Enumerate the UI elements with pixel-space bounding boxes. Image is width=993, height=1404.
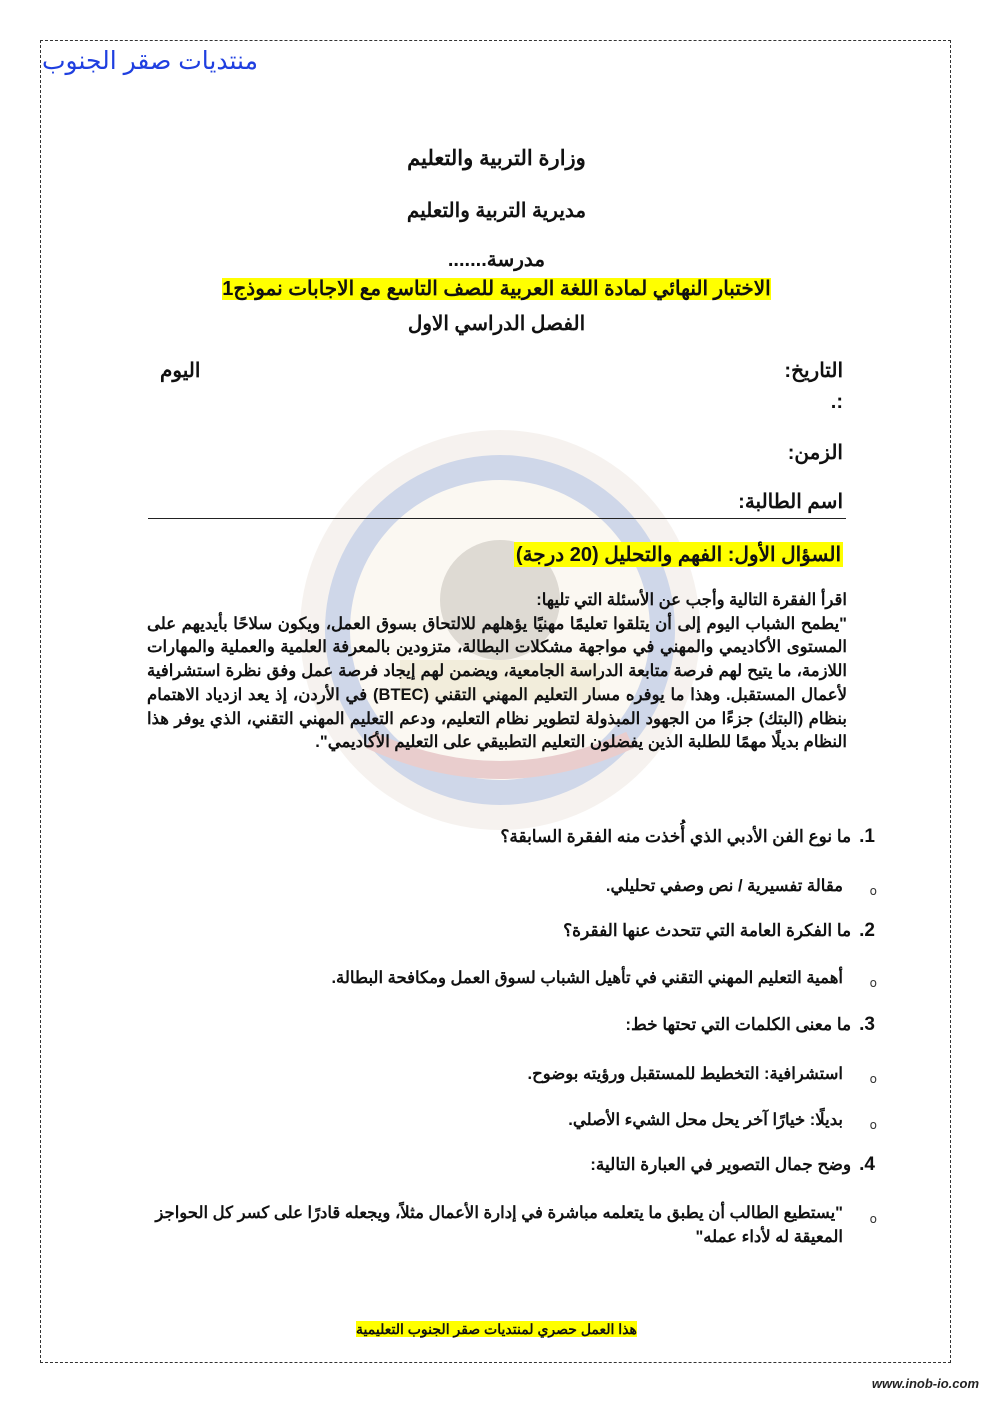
question-number: 2. [859, 920, 875, 941]
question-3 [625, 1014, 875, 1036]
exam-title-wrapper [0, 276, 993, 301]
bullet-icon: o [869, 1118, 877, 1132]
bullet-icon: o [869, 1212, 877, 1226]
passage-instruction: اقرأ الفقرة التالية وأجب عن الأسئلة التي تليها: [536, 591, 847, 609]
question-number: 3. [859, 1014, 875, 1035]
ministry-title: وزارة التربية والتعليم [407, 147, 586, 170]
question-1 [500, 826, 875, 848]
directorate-title: مديرية التربية والتعليم [406, 200, 587, 222]
question-text: ما نوع الفن الأدبي الذي أُخذت منه الفقرة السابقة؟ [500, 827, 852, 846]
answer-2: أهمية التعليم المهني التقني في تأهيل الشباب لسوق العمل ومكافحة البطالة. [331, 969, 843, 987]
student-name-label: اسم الطالبة: [738, 491, 843, 513]
question-text: وضح جمال التصوير في العبارة التالية: [590, 1155, 852, 1174]
answer-3b: بديلًا: خيارًا آخر يحل محل الشيء الأصلي. [568, 1111, 843, 1129]
date-colon: :. [830, 391, 843, 413]
school-name: مدرسة....... [447, 249, 546, 271]
question-4 [590, 1154, 875, 1176]
forum-name-header: منتديات صقر الجنوب [42, 47, 258, 75]
question1-title: السؤال الأول: الفهم والتحليل (20 درجة) [515, 544, 841, 566]
bullet-icon: o [869, 976, 877, 990]
question-2 [563, 920, 875, 942]
bullet-icon: o [869, 1072, 877, 1086]
date-label: التاريخ: [784, 360, 843, 382]
answer-4: "يستطيع الطالب أن يطبق ما يتعلمه مباشرة في إدارة الأعمال مثلاً، ويجعله قادرًا على كسر كل الحواجز المعيقة له لأداء عمله" [155, 1204, 843, 1246]
exam-title: الاختبار النهائي لمادة اللغة العربية للصف التاسع مع الاجابات نموذج1 [222, 278, 771, 300]
footer-wrapper [0, 1321, 993, 1338]
semester-title: الفصل الدراسي الاول [407, 313, 586, 335]
header-divider [148, 518, 846, 519]
question-text: ما معنى الكلمات التي تحتها خط: [625, 1015, 852, 1034]
reading-passage [147, 589, 847, 755]
question-number: 4. [859, 1154, 875, 1175]
question-number: 1. [859, 826, 875, 847]
footer-exclusive-note: هذا العمل حصري لمنتديات صقر الجنوب التعليمية [356, 1321, 637, 1337]
day-label: اليوم [160, 360, 201, 382]
time-label: الزمن: [787, 442, 843, 464]
passage-text: "يطمح الشباب اليوم إلى أن يتلقوا تعليمًا مهنيًا يؤهلهم للالتحاق بسوق العمل، ويكون سلاحًا بأيديهم على المستوى الأكاديمي والمهني في مواجهة مشكلات البطالة، متزودين بالمعرفة العلمية والعملية والمهارات اللازمة، ما يتيح لهم فرصة متابعة الدراسة الجامعية، ويضمن لهم إيجاد فرصة عمل وفق نظرة استشرافية لأعمال المستقبل. وهذا ما يوفره مسار التعليم المهني التقني (BTEC) في الأردن، إذ يعد ازدياد الاهتمام بنظام (البتك) جزءًا من الجهود المبذولة لتطوير نظام التعليم، ودعم التعليم المهني التقني، الذي يوفر هذا النظام بديلًا مهمًا للطلبة الذين يفضلون التعليم التطبيقي على التعليم الأكاديمي". [147, 614, 847, 752]
answer-1: مقالة تفسيرية / نص وصفي تحليلي. [605, 877, 843, 895]
bullet-icon: o [869, 884, 877, 898]
site-url: www.inob-io.com [871, 1376, 979, 1391]
question-text: ما الفكرة العامة التي تتحدث عنها الفقرة؟ [563, 921, 852, 940]
answer-3a: استشرافية: التخطيط للمستقبل ورؤيته بوضوح. [527, 1065, 843, 1083]
